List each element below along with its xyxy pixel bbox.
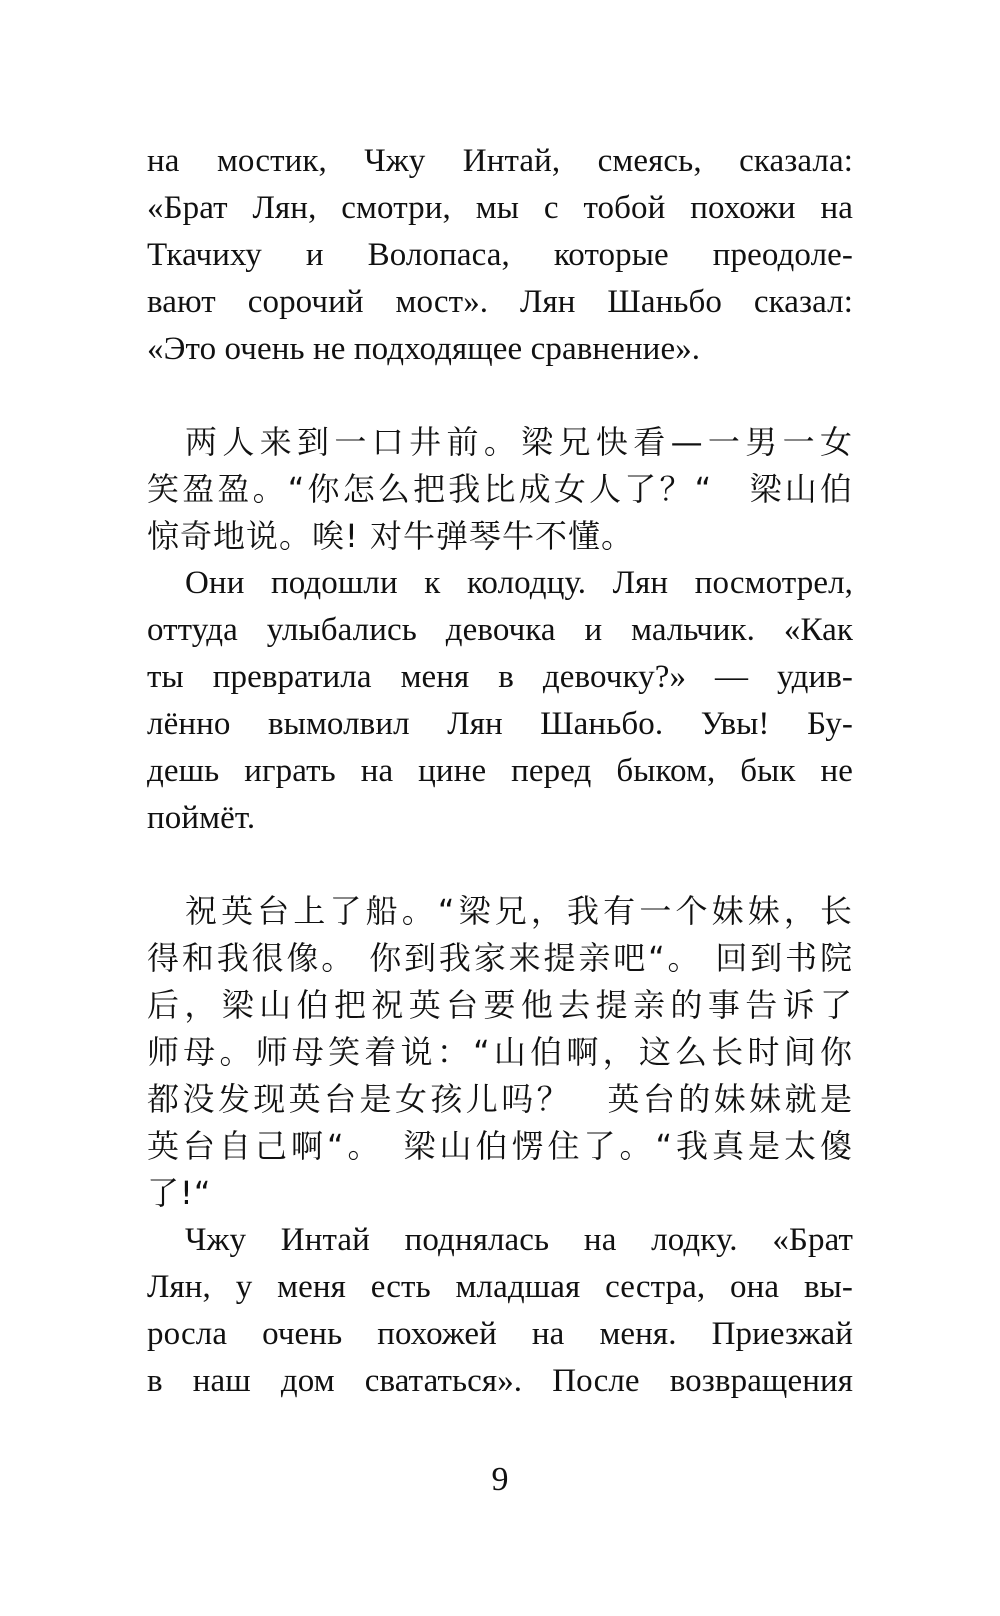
text-line: 两人来到一口井前。梁兄快看—一男一女 xyxy=(185,423,853,461)
text-line: 英台自己啊“。 梁山伯愣住了。“我真是太傻 xyxy=(147,1127,853,1165)
section-gap xyxy=(147,842,853,888)
page-body xyxy=(147,138,853,1405)
text-line: 师母。师母笑着说：“山伯啊，这么长时间你 xyxy=(147,1033,853,1071)
text-line: лённо вымолвил Лян Шаньбо. Увы! Бу- xyxy=(147,706,853,742)
text-line: Ткачиху и Волопаса, которые преодоле- xyxy=(147,237,853,273)
text-line: 笑盈盈。“你怎么把我比成女人了？“ 梁山伯 xyxy=(147,470,853,508)
text-line: Лян, у меня есть младшая сестра, она вы- xyxy=(147,1269,853,1305)
text-line: оттуда улыбались девочка и мальчик. «Как xyxy=(147,612,853,648)
paragraph-zh-2 xyxy=(147,888,853,1217)
paragraph-ru-3 xyxy=(147,1217,853,1405)
text-line: 祝英台上了船。“梁兄，我有一个妹妹，长 xyxy=(185,892,853,930)
text-line: 了!“ xyxy=(147,1174,212,1212)
page-number: 9 xyxy=(491,1461,509,1498)
text-line: поймёт. xyxy=(147,800,256,836)
text-line: 得和我很像。 你到我家来提亲吧“。 回到书院 xyxy=(147,939,853,977)
text-line: «Это очень не подходящее сравнение». xyxy=(147,331,701,367)
text-line: 都没发现英台是女孩儿吗？ 英台的妹妹就是 xyxy=(147,1080,853,1118)
text-line: 后，梁山伯把祝英台要他去提亲的事告诉了 xyxy=(147,986,853,1024)
paragraph-zh-1 xyxy=(147,419,853,560)
text-line: ты превратила меня в девочку?» — удив- xyxy=(147,659,853,695)
text-line: Чжу Интай поднялась на лодку. «Брат xyxy=(185,1222,853,1258)
paragraph-ru-2 xyxy=(147,560,853,842)
text-line: росла очень похожей на меня. Приезжай xyxy=(147,1316,853,1352)
text-line: 惊奇地说。唉! 对牛弹琴牛不懂。 xyxy=(147,517,635,555)
text-line: Они подошли к колодцу. Лян посмотрел, xyxy=(185,565,853,601)
text-line: в наш дом свататься». После возвращения xyxy=(147,1363,853,1399)
text-line: на мостик, Чжу Интай, смеясь, сказала: xyxy=(147,143,853,179)
text-line: дешь играть на цине перед быком, бык не xyxy=(147,753,853,789)
paragraph-ru-1 xyxy=(147,138,853,373)
text-line: «Брат Лян, смотри, мы с тобой похожи на xyxy=(147,190,853,226)
section-gap xyxy=(147,373,853,419)
text-line: вают сорочий мост». Лян Шаньбо сказал: xyxy=(147,284,853,320)
